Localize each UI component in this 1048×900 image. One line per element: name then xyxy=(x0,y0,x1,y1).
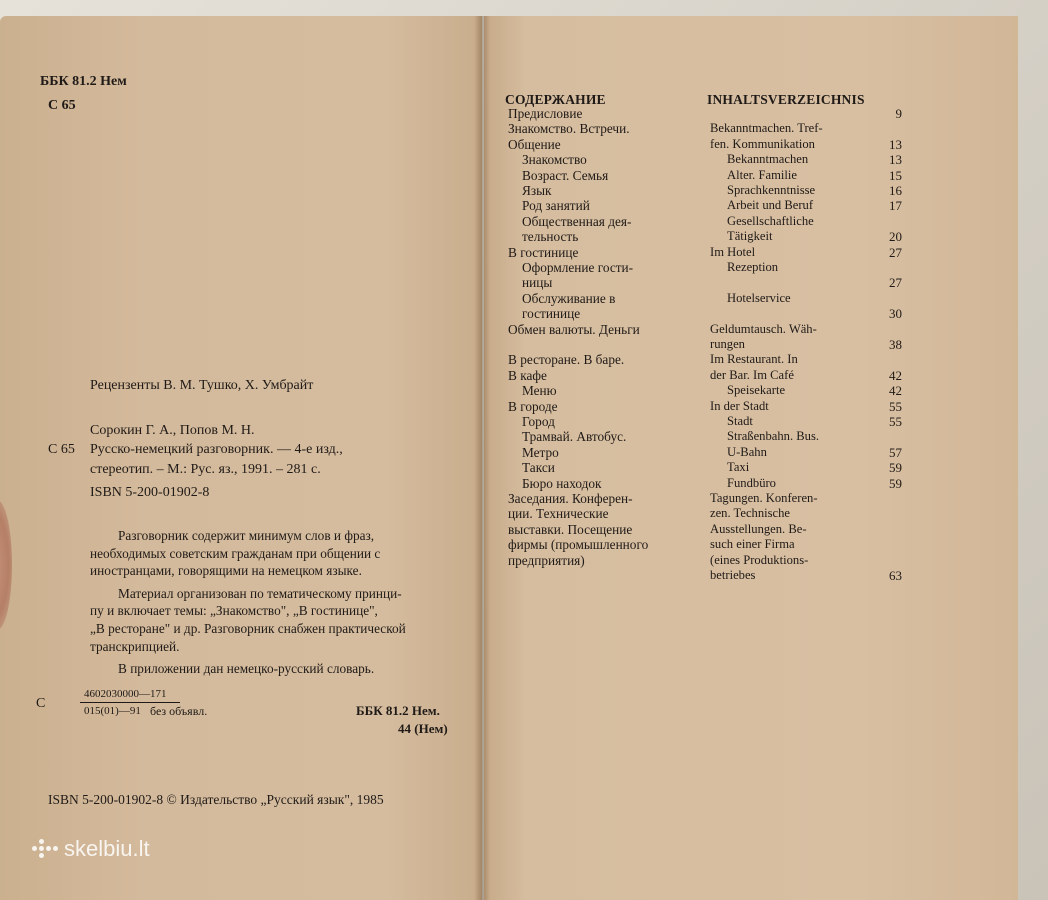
toc-entry-german: Ausstellungen. Be- xyxy=(710,521,807,536)
annotation-line: В приложении дан немецко-русский словарь. xyxy=(118,661,375,676)
toc-entry-page: 13 xyxy=(889,152,902,168)
toc-entry-page: 30 xyxy=(889,306,902,322)
toc-entry-german: Hotelservice xyxy=(727,290,791,305)
toc-entry-german: Geldumtausch. Wäh- xyxy=(710,321,817,336)
toc-entry-german: (eines Produktions- xyxy=(710,552,809,567)
watermark xyxy=(32,836,150,862)
toc-entry-german: der Bar. Im Café xyxy=(710,367,794,382)
toc-entry-russian: Знакомство. Встречи. xyxy=(508,121,630,137)
toc-entry-page: 27 xyxy=(889,275,902,291)
toc-entry-german: Straßenbahn. Bus. xyxy=(727,429,819,444)
toc-entry-page: 38 xyxy=(889,337,902,352)
toc-header-russian: СОДЕРЖАНИЕ xyxy=(505,92,606,107)
watermark-dots-icon xyxy=(32,839,58,859)
annotation-line: пу и включает темы: „Знакомство", „В гостинице", xyxy=(90,603,378,618)
annotation-line: Материал организован по тематическому принци- xyxy=(118,586,402,601)
toc-entry-russian: Род занятий xyxy=(522,198,590,214)
toc-entry-russian: Такси xyxy=(522,460,555,476)
watermark-text: skelbiu.lt xyxy=(64,836,150,861)
classification-fraction xyxy=(36,688,256,728)
toc-entry-russian: В ресторане. В баре. xyxy=(508,352,625,368)
toc-entry-german: Im Hotel xyxy=(710,244,756,259)
toc-entry-russian: выставки. Посещение xyxy=(508,521,633,537)
annotation-line: транскрипцией. xyxy=(90,639,180,654)
toc-entry-german: Im Restaurant. In xyxy=(710,352,798,367)
toc-entry-page: 55 xyxy=(889,414,902,429)
toc-header-german: INHALTSVERZEICHNIS xyxy=(707,92,865,107)
book-title-line: Русско-немецкий разговорник. — 4-е изд., xyxy=(90,442,343,457)
toc-entry-russian: Трамвай. Автобус. xyxy=(522,429,627,445)
authors-line: Сорокин Г. А., Попов М. Н. xyxy=(90,423,255,438)
toc-entry-russian: гостинице xyxy=(522,306,581,322)
book-imprint-line: стереотип. – М.: Рус. яз., 1991. – 281 с. xyxy=(90,462,321,477)
toc-entry-russian: Предисловие xyxy=(508,106,583,121)
toc-entry-russian: Знакомство xyxy=(522,152,587,168)
toc-entry-german: Stadt xyxy=(727,414,753,428)
toc-entry-russian: ции. Технические xyxy=(508,506,609,522)
toc-entry-german: Speisekarte xyxy=(727,383,786,398)
author-code-side: С 65 xyxy=(48,442,75,457)
left-page xyxy=(0,16,482,900)
toc-entry-german: Sprachkenntnisse xyxy=(727,183,816,197)
toc-entry-german: Gesellschaftliche xyxy=(727,213,814,228)
toc-entry-german: rungen xyxy=(710,337,745,351)
toc-entry-german: Bekanntmachen xyxy=(727,152,809,167)
toc-entry-page: 59 xyxy=(889,460,902,476)
bbk-code-bottom-sub: 44 (Нем) xyxy=(398,721,448,736)
fraction-denominator: 015(01)—91 xyxy=(84,705,141,717)
toc-entry-german: Rezeption xyxy=(727,260,779,274)
toc-entry-german: Taxi xyxy=(727,460,750,475)
toc-entry-russian: В гостинице xyxy=(508,244,579,260)
toc-entry-german: fen. Kommunikation xyxy=(710,136,815,151)
toc-entry-german: Tätigkeit xyxy=(727,229,773,244)
no-ad-note: без объявл. xyxy=(150,704,208,718)
toc-entry-russian: Обмен валюты. Деньги xyxy=(508,321,640,337)
author-code-top: С 65 xyxy=(48,98,76,113)
toc-entry-russian: Город xyxy=(522,414,555,429)
toc-entry-russian: Бюро находок xyxy=(522,475,602,491)
toc-entry-german: Fundbüro xyxy=(727,475,776,490)
toc-entry-russian: предприятия) xyxy=(508,552,585,568)
annotation-line: „В ресторане" и др. Разговорник снабжен практической xyxy=(90,621,406,636)
isbn-line: ISBN 5-200-01902-8 xyxy=(90,485,210,500)
toc-entry-russian: Оформление гости- xyxy=(522,260,634,275)
toc-entry-page: 16 xyxy=(889,183,902,198)
toc-entry-german: zen. Technische xyxy=(710,506,791,521)
annotation-line: Разговорник содержит минимум слов и фраз, xyxy=(118,528,375,543)
toc-entry-german: such einer Firma xyxy=(710,537,795,552)
toc-entry-german: betriebes xyxy=(710,568,756,582)
fraction-letter: С xyxy=(36,696,46,711)
toc-entry-russian: ницы xyxy=(522,275,553,291)
toc-entry-russian: В кафе xyxy=(508,367,547,383)
toc-entry-russian: Заседания. Конферен- xyxy=(508,491,633,506)
toc-entry-page: 15 xyxy=(889,167,902,183)
bbk-code-bottom: ББК 81.2 Нем. xyxy=(356,703,440,718)
toc-entry-russian: Язык xyxy=(522,183,552,198)
toc-entry-german: In der Stadt xyxy=(710,398,769,413)
toc-entry-russian: Меню xyxy=(522,383,557,399)
book-spread xyxy=(0,16,1018,900)
reviewers-line: Рецензенты В. М. Тушко, Х. Умбрайт xyxy=(90,378,314,393)
annotation-line: иностранцами, говорящими на немецком языке. xyxy=(90,563,362,578)
toc-entry-german: Alter. Familie xyxy=(727,167,797,182)
fraction-numerator: 4602030000—171 xyxy=(84,688,167,700)
toc-entry-page: 9 xyxy=(895,106,902,121)
toc-entry-page: 42 xyxy=(889,367,902,383)
toc-entry-russian: Обслуживание в xyxy=(522,290,616,306)
toc-entry-german: U-Bahn xyxy=(727,444,767,459)
toc-entry-page: 17 xyxy=(889,198,902,214)
book-gutter xyxy=(474,16,490,900)
toc-entry-page: 55 xyxy=(889,398,902,414)
toc-entry-russian: Возраст. Семья xyxy=(522,167,609,183)
toc-entry-russian: Общение xyxy=(508,136,561,152)
toc-entry-russian: Общественная дея- xyxy=(522,213,632,229)
toc-entry-russian: тельность xyxy=(522,229,579,245)
toc-entry-page: 57 xyxy=(889,444,902,460)
toc-entry-page: 59 xyxy=(889,475,902,491)
toc-entry-russian: фирмы (промышленного xyxy=(508,537,649,553)
toc-entry-page: 42 xyxy=(889,383,902,399)
toc-entry-german: Tagungen. Konferen- xyxy=(710,491,818,505)
bbk-code-top: ББК 81.2 Нем xyxy=(40,74,127,89)
copyright-line: ISBN 5-200-01902-8 © Издательство „Русский язык", 1985 xyxy=(48,792,384,807)
toc-entry-page: 63 xyxy=(889,568,902,583)
toc-entry-russian: Метро xyxy=(522,444,559,460)
toc-entry-russian: В городе xyxy=(508,398,558,414)
toc-entry-page: 13 xyxy=(889,136,902,152)
annotation-line: необходимых советским гражданам при общении с xyxy=(90,546,381,561)
toc-entry-page: 27 xyxy=(889,244,902,260)
toc-entry-german: Arbeit und Beruf xyxy=(727,198,814,213)
toc-entry-page: 20 xyxy=(889,229,902,245)
toc-entry-german: Bekanntmachen. Tref- xyxy=(710,121,823,136)
